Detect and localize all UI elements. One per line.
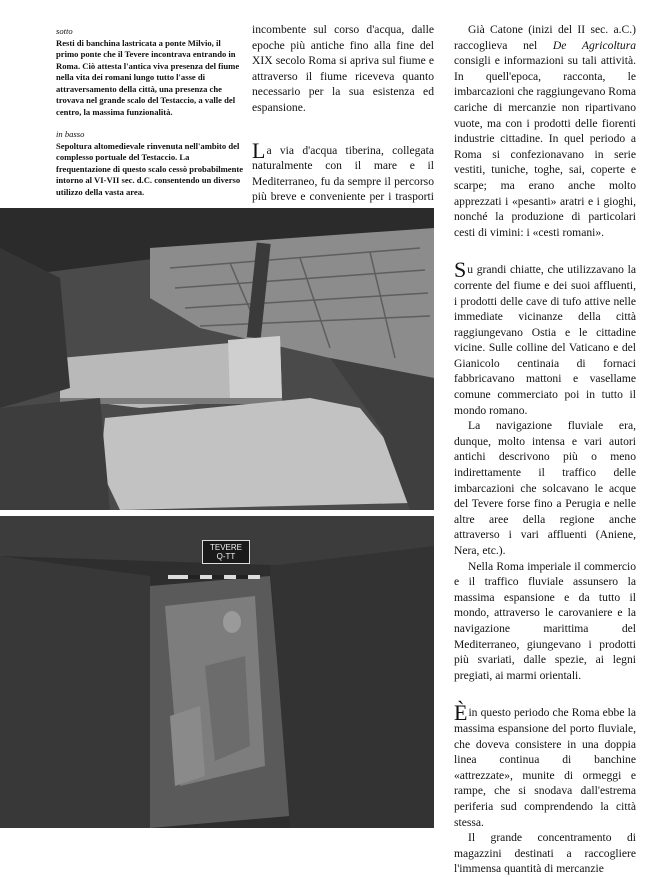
middle-paragraph-2: La via d'acqua tiberina, collegata naturalmente con il mare e il Mediterraneo, fu da sempre il percorso più breve e conveniente per i trasporti [252, 137, 434, 204]
right-column [454, 22, 636, 877]
middle-column [252, 22, 434, 221]
caption-bottom-text: Sepoltura altomedievale rinvenuta nell'ambito del complesso portuale del Testaccio. La frequentazione di questo scalo cessò probabilmente intorno al VI-VII sec. d.C. consentendo un diverso utilizzo della vasta area. [56, 140, 244, 197]
caption-top-label: sotto [56, 26, 73, 36]
right-paragraph-3: La navigazione fluviale era, dunque, molto intensa e vari autori antichi descrivono più o meno indirettamente il traffico delle imbarcazioni che solcavano le acque del Tevere forse fino a Perugia e nelle altre aree della regione anche attraverso i vari affluenti (Aniene, Nera, etc.). [454, 419, 636, 557]
right-paragraph-6: Il grande concentramento di magazzini destinati a raccogliere l'immensa quantità di mercanzie [454, 831, 636, 876]
drop-cap-e: È [454, 700, 468, 726]
caption-bottom-label: in basso [56, 129, 85, 139]
sign-line-2: Q-TT [216, 552, 236, 561]
middle-paragraph-1: incombente sul corso d'acqua, dalle epoche più antiche fino alla fine del XIX secolo Roma si apriva sul fiume e attraverso il fiume riceveva quanto necessario per la sua esistenza ed espansione. [252, 23, 434, 114]
right-paragraph-1: Già Catone (inizi del II sec. a.C.) raccoglieva nel De Agricoltura consigli e informazioni su tali attività. In quell'epoca, racconta, le imbarcazioni che raggiungevano Roma cariche di mercanzie non ripartivano vuote, ma con i prodotti delle fiorenti industrie cittadine. In quel periodo a Roma si confezionavano in serie vestiti, tuniche, toghe, sai, coperte e scarpe; ma erano anche molto apprezzati i «pesanti» aratri e i gioghi, nonché la produzione di particolari cesti di vimini: i «cesti romani». [454, 23, 636, 239]
drop-cap-s: S [454, 257, 467, 283]
photo-medieval-burial [0, 516, 434, 828]
book-title: De Agricoltura [552, 38, 636, 52]
drop-cap-l: L [252, 137, 266, 163]
caption-top-text: Resti di banchina lastricata a ponte Milvio, il primo ponte che il Tevere incontrava entrando in Roma. Ciò attesta l'antica viva presenza del fiume nella vita dei romani lungo tutto l'asse di attraversamento della città, una presenza che trovava nel grande scalo del Testaccio, a valle del centro, la massima funzionalità. [56, 37, 240, 117]
photo-ponte-milvio-quay [0, 208, 434, 510]
right-paragraph-4: Nella Roma imperiale il commercio e il traffico fluviale assunsero la massima espansione e da tutto il mondo, attraverso le carovaniere e la navigazione marittima del Mediterraneo, giungevano i prodotti più svariati, dalle spezie, ai legni pregiati, ai marmi orientali. [454, 559, 636, 682]
caption-top [56, 26, 244, 198]
excavation-sign [202, 540, 250, 564]
right-paragraph-2: Su grandi chiatte, che utilizzavano la corrente del fiume e dei suoi affluenti, i prodotti delle cave di tufo attive nelle immediate vicinanze della città raggiungevano Ostia e le cittadine vicine. Sulle colline del Vaticano e del Gianicolo centinaia di fornaci fabbricavano mattoni e vasellame comune commerciato poi in tutto il mondo romano. [454, 257, 636, 417]
sign-line-1: TEVERE [209, 543, 242, 552]
right-paragraph-5: Èin questo periodo che Roma ebbe la massima espansione del porto fluviale, che doveva consistere in una doppia linea continua di banchine «attrezzate», munite di ormeggi e rampe, che si snodava dall'estrema periferia sud comprendendo la città stessa. [454, 700, 636, 829]
